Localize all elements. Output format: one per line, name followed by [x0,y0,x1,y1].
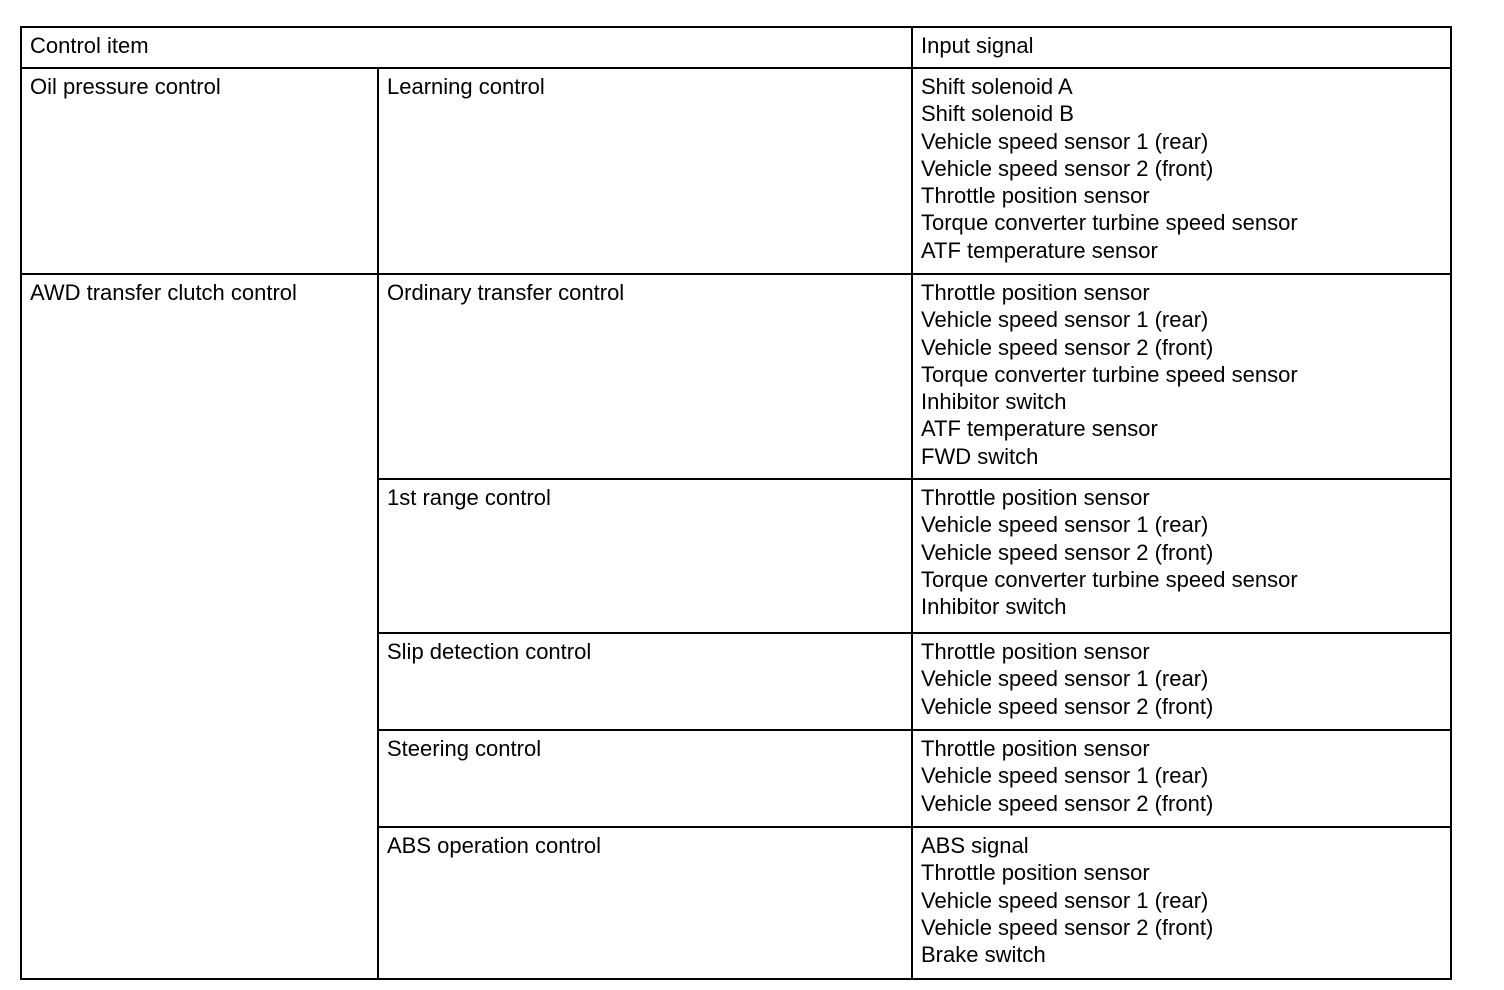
signal-item: Vehicle speed sensor 2 (front) [921,790,1214,816]
signal-list [921,735,1442,817]
signal-item: ATF temperature sensor [921,416,1158,442]
signal-item: Throttle position sensor [921,860,1150,886]
signal-item: Vehicle speed sensor 2 (front) [921,914,1214,940]
control-name-cell: Learning control [378,68,912,274]
signal-item: ABS signal [921,833,1029,858]
signal-item: Vehicle speed sensor 1 (rear) [921,887,1209,913]
signal-item: Throttle position sensor [921,183,1150,209]
signal-item: Vehicle speed sensor 2 (front) [921,693,1214,719]
signal-item: Vehicle speed sensor 2 (front) [921,334,1214,360]
control-name-cell: ABS operation control [378,827,912,979]
control-name-cell: Slip detection control [378,633,912,730]
group-name-cell: AWD transfer clutch control [21,274,378,979]
signal-item: Throttle position sensor [921,280,1150,305]
signal-list [921,73,1442,264]
signal-item: Vehicle speed sensor 2 (front) [921,539,1214,565]
signal-item: Shift solenoid B [921,101,1074,127]
control-name-cell: Steering control [378,730,912,827]
signal-item: Brake switch [921,942,1046,968]
table-header-row [21,27,1451,68]
header-input-signal: Input signal [912,27,1451,68]
signal-item: FWD switch [921,443,1039,469]
header-control-item: Control item [21,27,912,68]
signal-item: Torque converter turbine speed sensor [921,210,1298,236]
signal-item: Vehicle speed sensor 1 (rear) [921,307,1209,333]
signal-item: Throttle position sensor [921,485,1150,510]
signal-list [921,279,1442,470]
signal-item: Vehicle speed sensor 2 (front) [921,155,1214,181]
signal-list [921,484,1442,620]
signal-item: ATF temperature sensor [921,237,1158,263]
input-signal-cell [912,827,1451,979]
input-signal-cell [912,274,1451,479]
control-name-cell: Ordinary transfer control [378,274,912,479]
signal-item: Throttle position sensor [921,639,1150,664]
signal-item: Vehicle speed sensor 1 (rear) [921,666,1209,692]
signal-item: Vehicle speed sensor 1 (rear) [921,128,1209,154]
control-input-table [20,26,1452,980]
input-signal-cell [912,479,1451,633]
group-name-cell: Oil pressure control [21,68,378,274]
signal-list [921,832,1442,968]
signal-item: Shift solenoid A [921,74,1073,99]
signal-item: Torque converter turbine speed sensor [921,566,1298,592]
signal-item: Vehicle speed sensor 1 (rear) [921,763,1209,789]
input-signal-cell [912,730,1451,827]
signal-item: Inhibitor switch [921,594,1067,620]
signal-item: Vehicle speed sensor 1 (rear) [921,512,1209,538]
input-signal-cell [912,68,1451,274]
signal-item: Inhibitor switch [921,389,1067,415]
signal-list [921,638,1442,720]
signal-item: Throttle position sensor [921,736,1150,761]
signal-item: Torque converter turbine speed sensor [921,361,1298,387]
table-row [21,274,1451,479]
table-row [21,68,1451,274]
input-signal-cell [912,633,1451,730]
control-name-cell: 1st range control [378,479,912,633]
